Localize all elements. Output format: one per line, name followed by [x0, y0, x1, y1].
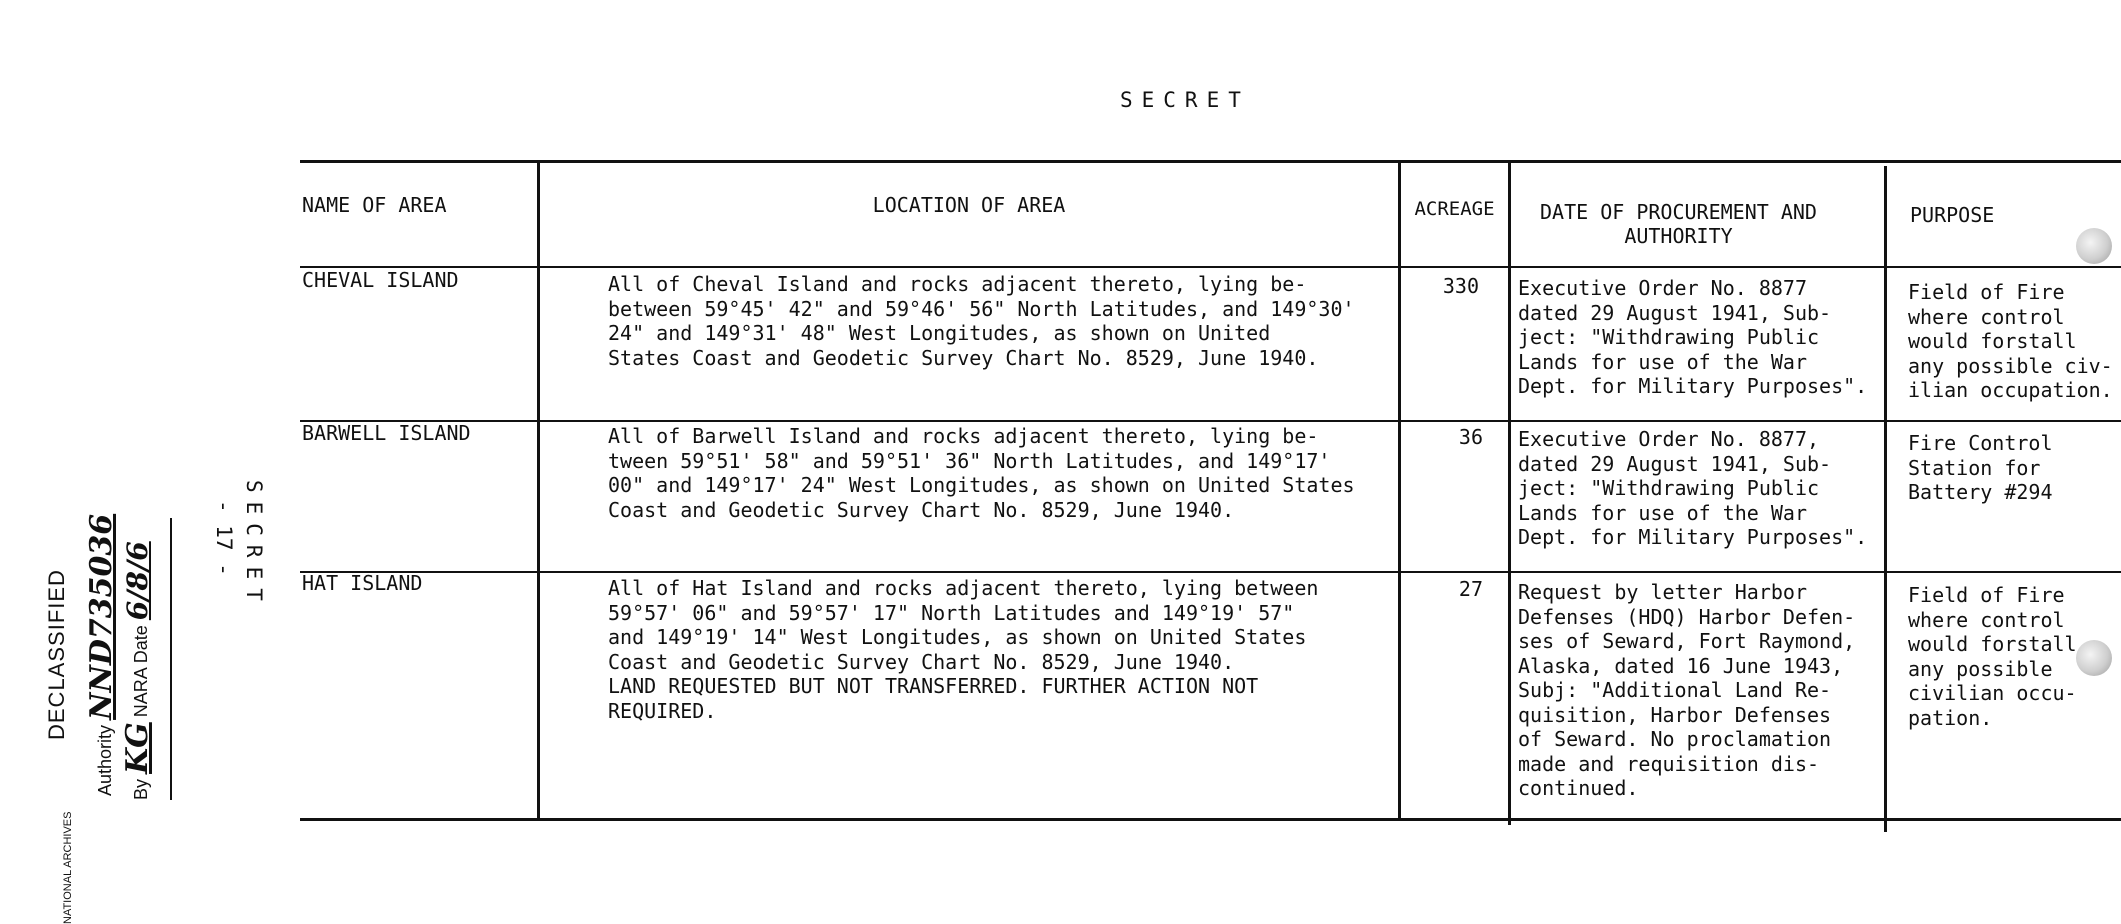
authority-line	[84, 514, 119, 796]
row1-bottom-rule	[300, 420, 2121, 422]
vertical-classification: SECRET	[242, 480, 266, 610]
row3-acreage: 27	[1458, 577, 1483, 601]
by-line	[120, 541, 155, 800]
row1-purpose: Field of Fire where control would forstall any possible civ- ilian occupation.	[1908, 280, 2113, 402]
row3-purpose: Field of Fire where control would forstall any possible civilian occu- pation.	[1908, 583, 2077, 730]
row2-purpose: Fire Control Station for Battery #294	[1908, 431, 2053, 504]
row2-acreage: 36	[1458, 425, 1483, 449]
punch-hole-top	[2076, 228, 2112, 264]
row2-location: All of Barwell Island and rocks adjacent thereto, lying be- tween 59°51' 58" and 59°51' 36" North Latitudes, and 149°17' 00" and 149°17' 24" West Longitudes, as shown on United States Coast and Geodetic Survey Chart No. 8529, June 1940.	[608, 424, 1355, 522]
page-number: - 17 -	[212, 500, 236, 576]
column-header-name: NAME OF AREA	[302, 193, 447, 217]
column-header-purpose: PURPOSE	[1910, 203, 1995, 227]
column-header-location: LOCATION OF AREA	[872, 193, 1066, 217]
row3-name: HAT ISLAND	[302, 571, 423, 595]
row1-authority: Executive Order No. 8877 dated 29 August 1941, Sub- ject: "Withdrawing Public Lands for use of the War Dept. for Military Purposes".	[1518, 276, 1868, 398]
by-value: KG	[120, 722, 155, 774]
nara-date-label: NARA Date	[131, 625, 151, 718]
authority-label: Authority	[95, 724, 115, 796]
row3-authority: Request by letter Harbor Defenses (HDQ) Harbor Defen- ses of Seward, Fort Raymond, Alaska, dated 16 June 1943, Subj: "Additional Land Re- quisition, Harbor Defenses of Seward. No proclamation made and requisition dis- continued.	[1518, 580, 1856, 800]
col-divider-4	[1884, 166, 1887, 832]
table-top-rule	[300, 160, 2121, 163]
declassified-label: DECLASSIFIED	[44, 569, 69, 740]
national-archives-label: NATIONAL ARCHIVES	[62, 811, 74, 924]
col-divider-2	[1398, 160, 1401, 821]
classification-header: SECRET	[1120, 88, 1250, 112]
punch-hole-bottom	[2076, 640, 2112, 676]
row1-location: All of Cheval Island and rocks adjacent thereto, lying be- between 59°45' 42" and 59°46' 56" North Latitudes, and 149°30' 24" and 149°31' 48" West Longitudes, as shown on United States Coast and Geodetic Survey Chart No. 8529, June 1940.	[608, 272, 1355, 370]
col-divider-3	[1508, 160, 1511, 825]
header-bottom-rule	[300, 266, 2121, 268]
row2-bottom-rule	[300, 571, 2121, 573]
column-header-acreage: ACREAGE	[1414, 198, 1495, 220]
row2-name: BARWELL ISLAND	[302, 421, 471, 445]
row2-authority: Executive Order No. 8877, dated 29 August 1941, Sub- ject: "Withdrawing Public Lands for use of the War Dept. for Military Purposes".	[1518, 427, 1868, 549]
column-header-authority: DATE OF PROCUREMENT AND AUTHORITY	[1540, 200, 1817, 248]
authority-value: NND735036	[84, 513, 119, 720]
stamp-rule	[170, 518, 172, 800]
col-divider-1	[537, 160, 540, 821]
row1-name: CHEVAL ISLAND	[302, 268, 459, 292]
row3-location: All of Hat Island and rocks adjacent thereto, lying between 59°57' 06" and 59°57' 17" North Latitudes and 149°19' 57" and 149°19' 14" West Longitudes, as shown on United States Coast and Geodetic Survey Chart No. 8529, June 1940. LAND REQUESTED BUT NOT TRANSFERRED. FURTHER ACTION NOT REQUIRED.	[608, 576, 1319, 723]
nara-date-value: 6/8/6	[121, 541, 154, 621]
table-bottom-rule	[300, 818, 2121, 821]
by-label: By	[131, 778, 151, 800]
declassified-stamp	[44, 569, 70, 740]
row1-acreage: 330	[1442, 274, 1479, 298]
